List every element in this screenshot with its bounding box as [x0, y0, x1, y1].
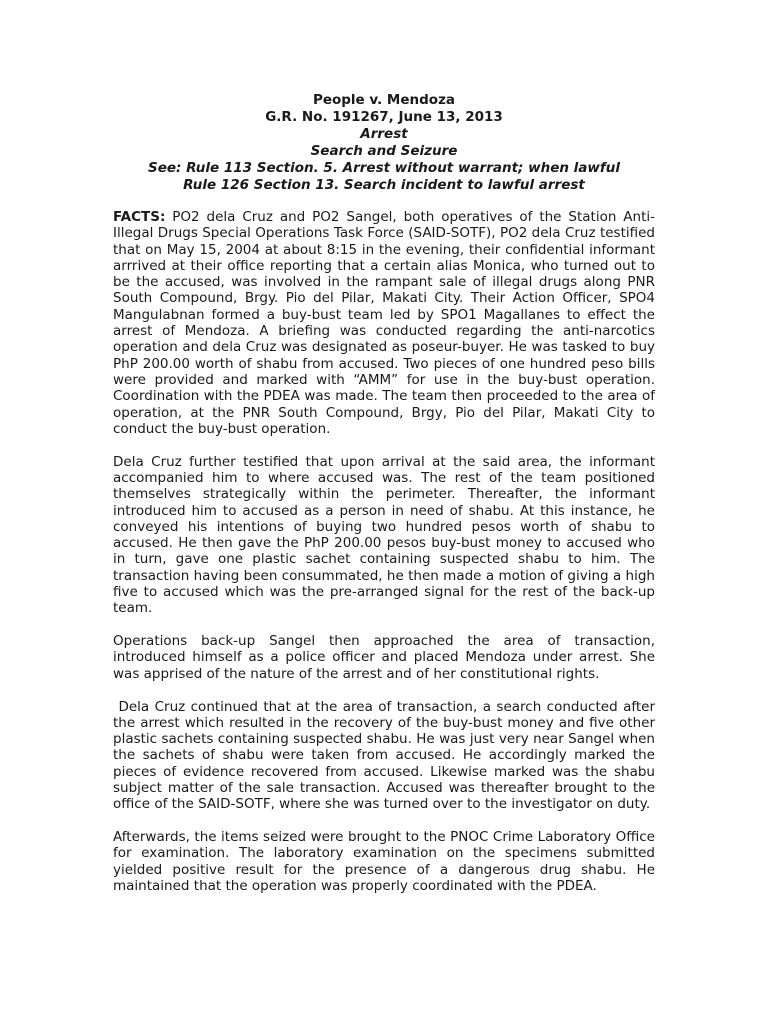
facts-paragraph-4: Dela Cruz continued that at the area of transaction, a search conducted after the arrest which resulted in the recovery of the buy-bust money and five other plastic sachets containing suspected shabu. He was just very near Sangel when the sachets of shabu were taken from accused. He accordingly marked the pieces of evidence recovered from accused. Likewise marked was the shabu subject matter of the sale transaction. Accused was thereafter brought to the office of the SAID-SOTF, where she was turned over to the investigator on duty.: [113, 698, 660, 813]
facts-text-1: PO2 dela Cruz and PO2 Sangel, both operatives of the Station Anti-Illegal Drugs Special Operations Task Force (SAID-SOTF), PO2 dela Cruz testified that on May 15, 2004 at about 8:15 in the evening, their confidential informant arrrived at their office reporting that a certain alias Monica, who turned out to be the accused, was involved in the rampant sale of illegal drugs along PNR South Compound, Brgy. Pio del Pilar, Makati City. Their Action Officer, SPO4 Mangulabnan formed a buy-bust team led by SPO1 Magallanes to effect the arrest of Mendoza. A briefing was conducted regarding the anti-narcotics operation and dela Cruz was designated as poseur-buyer. He was tasked to buy PhP 200.00 worth of shabu from accused. Two pieces of one hundred peso bills were provided and marked with “AMM” for use in the buy-bust operation. Coordination with the PDEA was made. The team then proceeded to the area of operation, at the PNR South Compound, Brgy, Pio del Pilar, Makati City to conduct the buy-bust operation.: [113, 209, 655, 437]
facts-paragraph-5: Afterwards, the items seized were brought to the PNOC Crime Laboratory Office for examination. The laboratory examination on the specimens submitted yielded positive result for the presence of a dangerous drug shabu. He maintained that the operation was properly coordinated with the PDEA.: [113, 829, 655, 894]
case-number: G.R. No. 191267, June 13, 2013: [265, 109, 503, 125]
topic-arrest: Arrest: [360, 126, 408, 142]
case-header: [113, 92, 655, 194]
facts-paragraph-3: Operations back-up Sangel then approached the area of transaction, introduced himself as a police officer and placed Mendoza under arrest. She was apprised of the nature of the arrest and of her constitutional rights.: [113, 633, 655, 682]
document-page: [113, 92, 660, 911]
topic-search-seizure: Search and Seizure: [310, 143, 458, 159]
case-title: People v. Mendoza: [312, 92, 456, 108]
rule-113-reference: See: Rule 113 Section. 5. Arrest without warrant; when lawful: [147, 160, 620, 176]
facts-paragraph-2: Dela Cruz further testified that upon arrival at the said area, the informant accompanied him to where accused was. The rest of the team positioned themselves strategically within the perimeter. Thereafter, the informant introduced him to accused as a person in need of shabu. At this instance, he conveyed his intentions of buying two hundred pesos worth of shabu to accused. He then gave the PhP 200.00 pesos buy-bust money to accused who in turn, gave one plastic sachet containing suspected shabu to him. The transaction having been consummated, he then made a motion of giving a high five to accused which was the pre-arranged signal for the rest of the back-up team.: [113, 453, 655, 617]
rule-126-reference: Rule 126 Section 13. Search incident to lawful arrest: [183, 177, 585, 193]
facts-label: FACTS:: [113, 209, 166, 225]
facts-paragraph-1: [113, 209, 655, 437]
